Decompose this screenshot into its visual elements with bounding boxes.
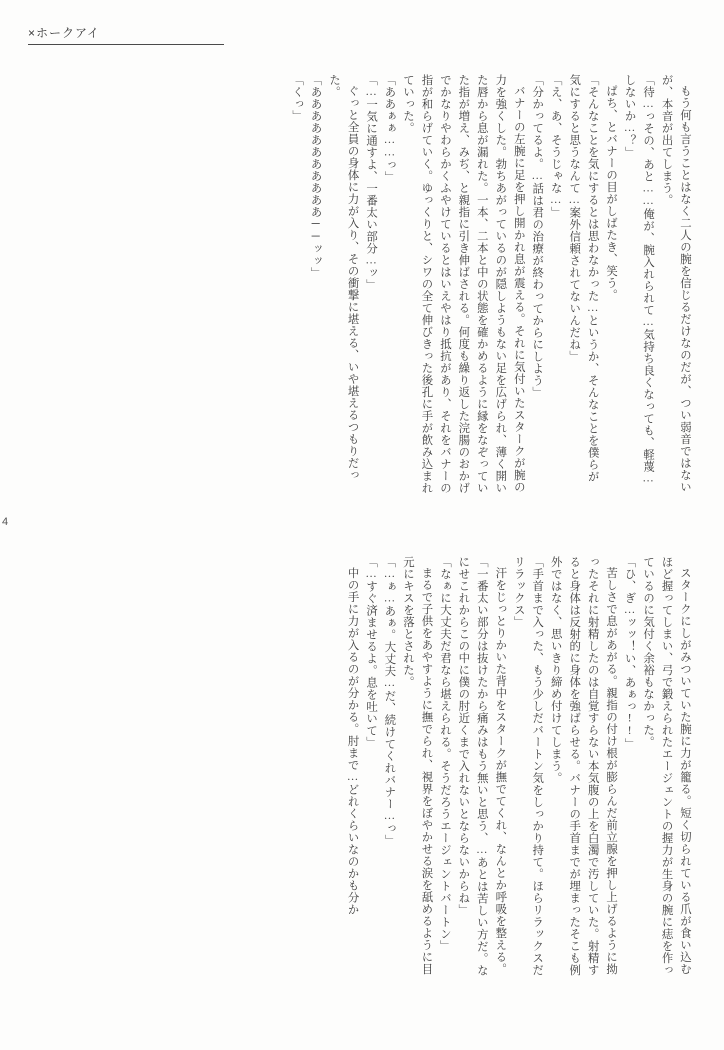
paragraph: スタークにしがみついていた腕に力が籠る。短く切られている爪が食い込むほど握ってしまい、弓で鍛えられたエージェントの握力が生身の腕に痣を作っているのに気付く余裕もなかった。: [642, 556, 691, 976]
body-text-upper: [94, 74, 694, 494]
paragraph: 「手首まで入った、もう少しだバートン気をしっかり持て。ほらリラックスだリラックス」: [512, 556, 544, 976]
body-text-lower: [94, 556, 694, 986]
header-rule: [28, 44, 224, 45]
paragraph: ぱち、とバナーの目がしばたき、笑う。: [605, 85, 618, 302]
paragraph: 「そんなことを気にするとは思わなかった…というか、そんなことを僕らが気にすると思うなんて…案外信頼されてないんだね」: [568, 74, 599, 483]
paragraph: 汗をじっとりかいた背中をスタークが撫でてくれ、なんとか呼吸を整える。: [494, 567, 507, 976]
paragraph: ぐっと全員の身体に力が入り、その衝撃に堪える、いや堪えるつもりだった。: [328, 74, 359, 482]
paragraph: 「え、あ、そうじゃな…」: [549, 74, 562, 219]
paragraph: 「なぁに大丈夫だ君なら堪えられる。そうだろうエージェントバートン」: [438, 556, 451, 952]
page-number: 4: [2, 516, 9, 528]
paragraph: バナーの左腕に足を押し開かれ息が震える。それに気付いたスタークが腕の力を強くした。勃ちあがっているのが隠しようもない足を広げられ、薄く開いた唇から息が漏れた。一本、二本と中の状態を確かめるように縁をなぞっていた指が増え、みぢ、と親指に引き伸ばされる。何度も繰り返した浣腸のおかげでかなりやわらかくふやけているとはいえやはり抵抗があり、それをバナーの指が和らげていく。ゆっくりと、シワの全て伸びきった後孔に手が飲み込まれていった。: [401, 74, 525, 494]
page-header: [28, 24, 228, 52]
paragraph: 「待…っその、あと……俺が、腕入れられて…気持ち良くなっても、軽蔑…しないか…？」: [623, 74, 655, 485]
paragraph: 「分かってるよ。…話は君の治療が終わってからにしよう」: [531, 74, 544, 399]
paragraph: 「一番太い部分は抜けたから痛みはもう無いと思う、…あとは苦しい方だ。なにせこれからこの中に僕の肘近くまで入れないとならないからね」: [457, 556, 488, 977]
paragraph: 「ああぁぁ……っ」: [383, 74, 396, 184]
header-title: ×ホークアイ: [28, 26, 100, 40]
paragraph: 「ひ、ぎ…ッッ！い、あぁっ!!」: [623, 556, 636, 750]
paragraph: 苦しさで息があがる。親指の付け根が膨らんだ前立腺を押し上げるように拗ったそれに射精したのは自覚すらない本気腹の上を白濁で汚していた。射精すると身体は反射的に身体を強ばらせる。バナーの手首までが埋まったそこも例外ではなく、思いきり締め付けてしまう。: [549, 556, 618, 976]
paragraph: 「くっ」: [291, 74, 304, 122]
paragraph: もう何も言うことはなく二人の腕を信じるだけなのだが、つい弱音ではないが、本音が出てしまう。: [660, 74, 691, 494]
paragraph: 「…一気に通すよ、一番太い部分…ッ」: [365, 74, 378, 292]
paragraph: 「あああああああああああ──ッッ」: [309, 74, 322, 280]
paragraph: 「…ぁ…あぁ。大丈夫…だ、続けてくれバナー…っ」: [383, 556, 396, 847]
paragraph: まるで子供をあやすように撫でられ、視界をぼやかせる涙を舐めるように目元にキスを落とされた。: [401, 556, 433, 976]
paragraph: 中の手に力が入るのが分かる。肘まで…どれくらいなのかも分か: [346, 567, 359, 916]
paragraph: 「…すぐ済ませるよ。息を吐いて」: [365, 556, 378, 749]
